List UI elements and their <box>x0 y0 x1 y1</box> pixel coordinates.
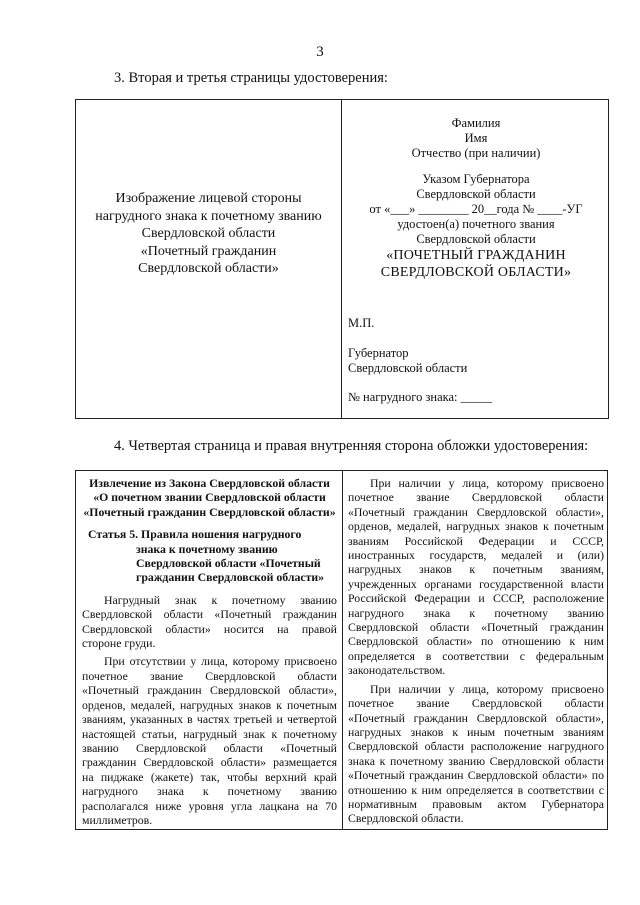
article-paragraph: При отсутствии у лица, которому присвоено почетное звание Свердловской области «Почетный гражданин Свердловской области», орденов, медалей, нагрудных знаков к почетным званиям, указанных в частях третьей и четвертой настоящей статьи, нагрудный знак к почетному званию Свердловской области «Почетный гражданин Свердловской области» размещается на пиджаке (жакете) так, чтобы верхний край нагрудного знака к почетному званию располагался ниже уровня угла лацкана на 70 миллиметров. <box>82 654 337 827</box>
wearing-rules-column <box>348 476 604 826</box>
decree-line: Свердловской области <box>416 187 536 201</box>
honorary-title-line: СВЕРДЛОВСКОЙ ОБЛАСТИ» <box>380 265 572 280</box>
law-extract-column <box>82 476 337 827</box>
governor-title: Губернатор <box>348 346 409 360</box>
rules-paragraph: При наличии у лица, которому присвоено почетное звание Свердловской области «Почетный гражданин Свердловской области», нагрудных знаков к иным почетным званиям Свердловской области расположение нагрудного знака к почетному званию Свердловской области «Почетный гражданин Свердловской области» по отношению к ним определяется в соответствии с нормативным правовым актом Губернатора Свердловской области. <box>348 681 604 826</box>
surname-field: Фамилия <box>451 116 501 130</box>
governor-region: Свердловской области <box>348 361 468 375</box>
decree-line: Указом Губернатора <box>422 172 530 186</box>
table-column-divider <box>342 471 343 829</box>
article-title-line: гражданин Свердловской области» <box>136 570 325 585</box>
article-title-line: знака к почетному званию <box>136 541 278 556</box>
badge-placeholder-line: Изображение лицевой стороны <box>115 191 302 206</box>
badge-placeholder-line: Свердловской области <box>141 226 276 241</box>
page-number: 3 <box>316 44 324 60</box>
awarded-text: удостоен(а) почетного звания <box>397 217 555 231</box>
extract-title-line: Извлечение из Закона Свердловской области <box>89 476 330 490</box>
badge-placeholder-line: нагрудного знака к почетному званию <box>95 208 322 224</box>
decree-date: от «___» ________ 20__года № ____-УГ <box>369 202 583 216</box>
badge-placeholder-line: «Почетный гражданин <box>140 243 277 259</box>
section-3-heading: 3. Вторая и третья страницы удостоверения: <box>114 70 388 86</box>
article-title-line: Свердловской области «Почетный <box>136 556 321 571</box>
certificate-pages-2-3-table <box>75 99 609 419</box>
article-paragraph: Нагрудный знак к почетному званию Свердловской области «Почетный гражданин Свердловской области» носится на правой стороне груди. <box>82 592 337 651</box>
certificate-page-4-table <box>75 470 608 830</box>
extract-title-line: «О почетном звании Свердловской области <box>93 490 326 505</box>
badge-placeholder-line: Свердловской области» <box>138 261 279 276</box>
honorary-title-line: «ПОЧЕТНЫЙ ГРАЖДАНИН <box>386 248 566 263</box>
patronymic-field: Отчество (при наличии) <box>411 146 541 160</box>
section-4-heading: 4. Четвертая страница и правая внутренняя сторона обложки удостоверения: <box>114 438 589 454</box>
badge-number-field: № нагрудного знака: _____ <box>348 390 492 404</box>
badge-image-placeholder <box>76 190 341 278</box>
extract-title-line: «Почетный гражданин Свердловской области» <box>83 504 336 519</box>
awarded-region: Свердловской области <box>416 232 536 246</box>
certificate-fields <box>342 116 610 281</box>
article-title-line: Статья 5. Правила ношения нагрудного <box>88 527 302 542</box>
seal-placeholder: М.П. <box>348 316 375 330</box>
rules-paragraph: При наличии у лица, которому присвоено почетное звание Свердловской области «Почетный гражданин Свердловской области», орденов, медалей, нагрудных знаков к почетным званиям Российской Федерации и СССР, иностранных государств, медалей и (или) нагрудных знаков к почетным званиям, учрежденных органами государственной власти Российской Федерации и СССР, расположение нагрудного знака к почетному званию Свердловской области «Почетный гражданин Свердловской области» по отношению к ним определяется в соответствии с федеральным законодательством. <box>348 476 604 678</box>
name-field: Имя <box>464 131 488 145</box>
